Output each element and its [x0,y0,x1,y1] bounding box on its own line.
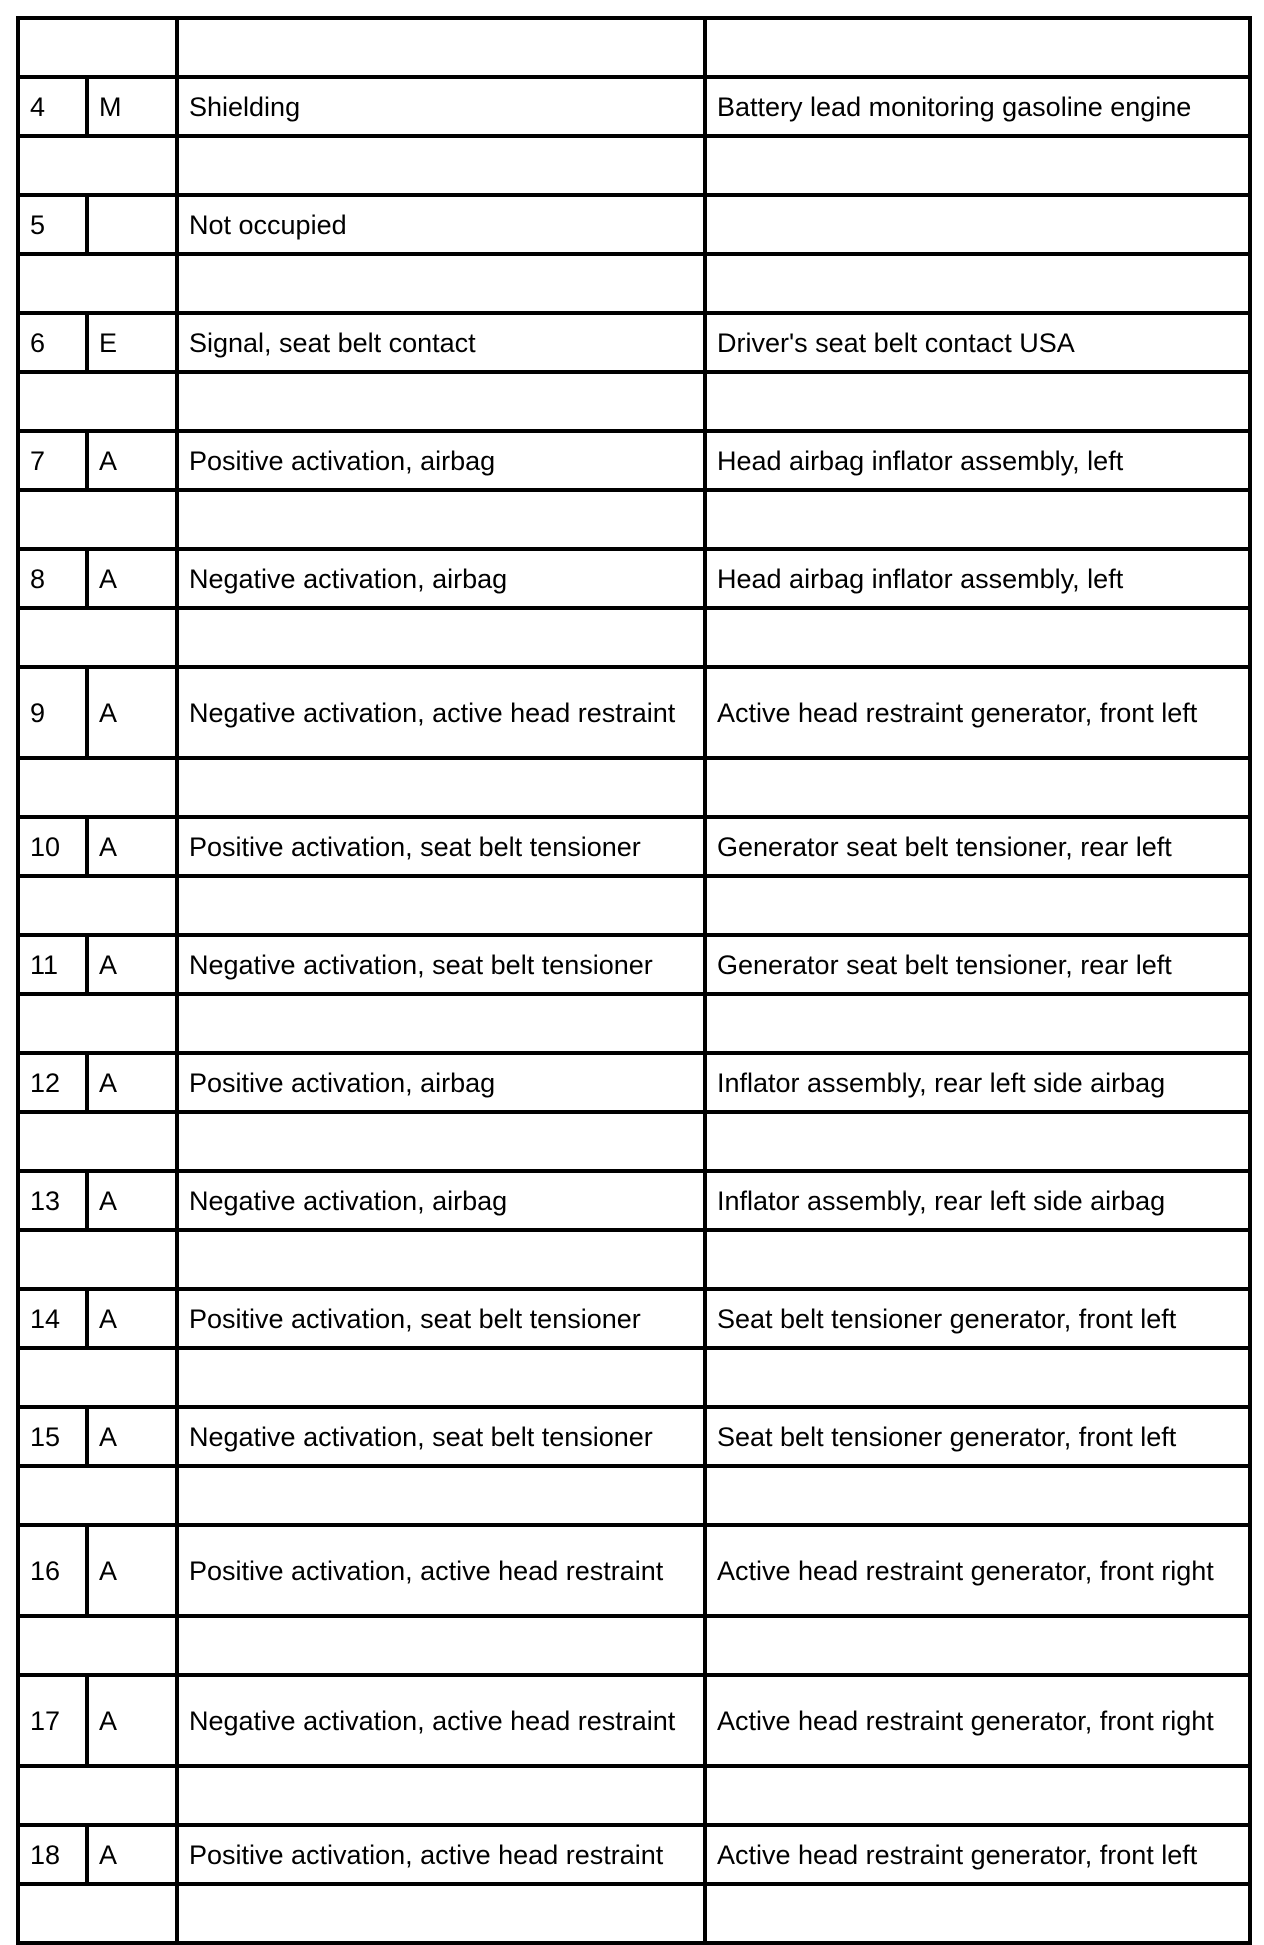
table-row [18,313,1250,372]
pin-cell: 4 [18,77,87,136]
spacer-row [18,1884,1250,1943]
spacer-cell [705,18,1250,77]
component-cell: Battery lead monitoring gasoline engine [705,77,1250,136]
signal-cell: Negative activation, airbag [177,1171,705,1230]
pin-cell: 13 [18,1171,87,1230]
spacer-cell [705,1766,1250,1825]
spacer-cell [177,1466,705,1525]
type-cell: A [87,431,177,490]
spacer-row [18,758,1250,817]
spacer-cell [705,1112,1250,1171]
spacer-cell [705,1230,1250,1289]
type-cell: A [87,1289,177,1348]
spacer-cell [177,1766,705,1825]
spacer-cell [177,994,705,1053]
spacer-row [18,136,1250,195]
spacer-cell [177,372,705,431]
component-cell: Active head restraint generator, front left [705,1825,1250,1884]
spacer-cell [177,1348,705,1407]
pin-cell: 5 [18,195,87,254]
pin-cell: 12 [18,1053,87,1112]
pin-cell: 15 [18,1407,87,1466]
pin-cell: 18 [18,1825,87,1884]
type-cell: A [87,1407,177,1466]
spacer-cell [18,1884,177,1943]
component-cell: Active head restraint generator, front right [705,1675,1250,1766]
signal-cell: Positive activation, seat belt tensioner [177,1289,705,1348]
signal-cell: Positive activation, seat belt tensioner [177,817,705,876]
signal-cell: Negative activation, seat belt tensioner [177,1407,705,1466]
spacer-cell [705,1348,1250,1407]
spacer-cell [177,1230,705,1289]
type-cell: A [87,817,177,876]
pin-cell: 16 [18,1525,87,1616]
type-cell: E [87,313,177,372]
spacer-cell [18,372,177,431]
spacer-row [18,1466,1250,1525]
signal-cell: Negative activation, seat belt tensioner [177,935,705,994]
spacer-cell [18,608,177,667]
spacer-cell [18,490,177,549]
spacer-cell [705,608,1250,667]
spacer-row [18,608,1250,667]
component-cell: Driver's seat belt contact USA [705,313,1250,372]
type-cell: A [87,1053,177,1112]
type-cell: M [87,77,177,136]
pin-assignment-table-body [18,18,1250,1943]
type-cell: A [87,667,177,758]
spacer-cell [18,1112,177,1171]
spacer-cell [177,1112,705,1171]
spacer-cell [177,876,705,935]
spacer-cell [705,1616,1250,1675]
table-row [18,1407,1250,1466]
type-cell: A [87,935,177,994]
component-cell: Inflator assembly, rear left side airbag [705,1171,1250,1230]
spacer-row [18,254,1250,313]
spacer-cell [177,490,705,549]
signal-cell: Negative activation, active head restraint [177,667,705,758]
spacer-cell [705,1466,1250,1525]
spacer-cell [18,1348,177,1407]
component-cell: Active head restraint generator, front right [705,1525,1250,1616]
type-cell: A [87,1675,177,1766]
table-row [18,1675,1250,1766]
signal-cell: Signal, seat belt contact [177,313,705,372]
spacer-cell [705,490,1250,549]
signal-cell: Positive activation, airbag [177,1053,705,1112]
spacer-cell [177,254,705,313]
table-row [18,549,1250,608]
table-row [18,77,1250,136]
table-row [18,1053,1250,1112]
spacer-cell [18,1766,177,1825]
spacer-cell [18,876,177,935]
component-cell: Active head restraint generator, front left [705,667,1250,758]
spacer-row [18,994,1250,1053]
spacer-cell [177,1884,705,1943]
spacer-cell [18,1466,177,1525]
spacer-cell [705,994,1250,1053]
component-cell: Inflator assembly, rear left side airbag [705,1053,1250,1112]
table-row [18,1289,1250,1348]
component-cell: Seat belt tensioner generator, front left [705,1407,1250,1466]
signal-cell: Negative activation, active head restraint [177,1675,705,1766]
type-cell: A [87,1825,177,1884]
type-cell: A [87,549,177,608]
spacer-row [18,1616,1250,1675]
spacer-cell [705,136,1250,195]
pin-cell: 8 [18,549,87,608]
spacer-row [18,1112,1250,1171]
signal-cell: Positive activation, airbag [177,431,705,490]
spacer-cell [705,758,1250,817]
pin-assignment-table [16,16,1252,1945]
spacer-cell [18,994,177,1053]
spacer-row [18,876,1250,935]
table-row [18,195,1250,254]
type-cell [87,195,177,254]
spacer-cell [177,758,705,817]
spacer-cell [177,18,705,77]
spacer-row [18,1348,1250,1407]
spacer-row [18,490,1250,549]
spacer-cell [177,136,705,195]
component-cell [705,195,1250,254]
pin-cell: 11 [18,935,87,994]
table-row [18,817,1250,876]
pin-cell: 7 [18,431,87,490]
table-row [18,1525,1250,1616]
spacer-row [18,1230,1250,1289]
spacer-cell [705,372,1250,431]
signal-cell: Not occupied [177,195,705,254]
spacer-row [18,372,1250,431]
type-cell: A [87,1525,177,1616]
component-cell: Head airbag inflator assembly, left [705,549,1250,608]
spacer-cell [18,1616,177,1675]
table-row [18,667,1250,758]
spacer-cell [18,1230,177,1289]
component-cell: Head airbag inflator assembly, left [705,431,1250,490]
spacer-row [18,1766,1250,1825]
spacer-cell [177,1616,705,1675]
spacer-cell [705,876,1250,935]
pin-cell: 17 [18,1675,87,1766]
table-row [18,1171,1250,1230]
spacer-cell [705,254,1250,313]
spacer-cell [177,608,705,667]
signal-cell: Shielding [177,77,705,136]
signal-cell: Negative activation, airbag [177,549,705,608]
signal-cell: Positive activation, active head restraint [177,1525,705,1616]
signal-cell: Positive activation, active head restraint [177,1825,705,1884]
pin-cell: 6 [18,313,87,372]
pin-cell: 9 [18,667,87,758]
spacer-cell [705,1884,1250,1943]
spacer-cell [18,18,177,77]
pin-cell: 14 [18,1289,87,1348]
spacer-cell [18,136,177,195]
component-cell: Generator seat belt tensioner, rear left [705,935,1250,994]
component-cell: Seat belt tensioner generator, front left [705,1289,1250,1348]
component-cell: Generator seat belt tensioner, rear left [705,817,1250,876]
table-row [18,935,1250,994]
pin-cell: 10 [18,817,87,876]
spacer-cell [18,758,177,817]
type-cell: A [87,1171,177,1230]
table-row [18,1825,1250,1884]
table-row [18,431,1250,490]
spacer-row [18,18,1250,77]
spacer-cell [18,254,177,313]
